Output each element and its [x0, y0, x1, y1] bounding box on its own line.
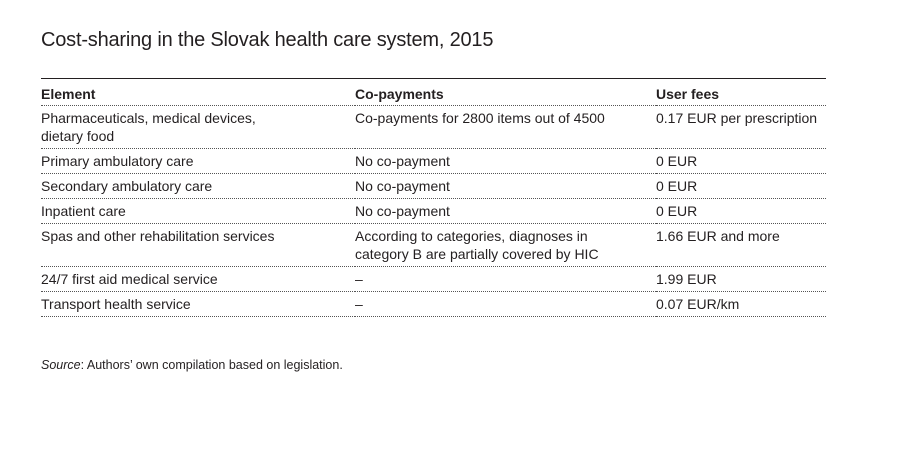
cell-element: Spas and other rehabilitation services [41, 224, 355, 267]
table-row [41, 224, 826, 267]
cell-element: Secondary ambulatory care [41, 174, 355, 199]
header-element: Element [41, 81, 355, 106]
source-note [41, 358, 343, 372]
table-row [41, 292, 826, 317]
cell-user-fee: 1.99 EUR [656, 267, 826, 292]
cell-user-fee: 0 EUR [656, 149, 826, 174]
table-header-row [41, 81, 826, 106]
cell-co-payment: No co-payment [355, 149, 656, 174]
source-text: : Authors’ own compilation based on legislation. [80, 358, 343, 372]
cell-element: 24/7 first aid medical service [41, 267, 355, 292]
source-label: Source [41, 358, 81, 372]
table-row [41, 106, 826, 149]
table-row [41, 267, 826, 292]
cell-user-fee: 0.07 EUR/km [656, 292, 826, 317]
header-user-fees: User fees [656, 81, 826, 106]
cell-co-payment [355, 224, 656, 267]
cell-co-payment: Co-payments for 2800 items out of 4500 [355, 106, 656, 149]
header-co-payments: Co-payments [355, 81, 656, 106]
table-title: Cost-sharing in the Slovak health care system, 2015 [41, 29, 494, 51]
cell-user-fee: 0.17 EUR per prescription [656, 106, 826, 149]
table-row [41, 199, 826, 224]
cell-element: Primary ambulatory care [41, 149, 355, 174]
cell-element: Transport health service [41, 292, 355, 317]
table-top-rule [41, 78, 826, 79]
cell-text: According to categories, diagnoses in category B are partially covered by HIC [355, 228, 599, 262]
cell-user-fee: 0 EUR [656, 199, 826, 224]
cost-sharing-table [41, 81, 826, 317]
cell-co-payment: – [355, 292, 656, 317]
cell-element: Inpatient care [41, 199, 355, 224]
cell-element [41, 106, 355, 149]
cell-user-fee: 0 EUR [656, 174, 826, 199]
table-row [41, 174, 826, 199]
cell-co-payment: No co-payment [355, 174, 656, 199]
cell-co-payment: – [355, 267, 656, 292]
cell-co-payment: No co-payment [355, 199, 656, 224]
cell-user-fee: 1.66 EUR and more [656, 224, 826, 267]
cell-text: Pharmaceuticals, medical devices, dietary food [41, 110, 256, 144]
table-row [41, 149, 826, 174]
